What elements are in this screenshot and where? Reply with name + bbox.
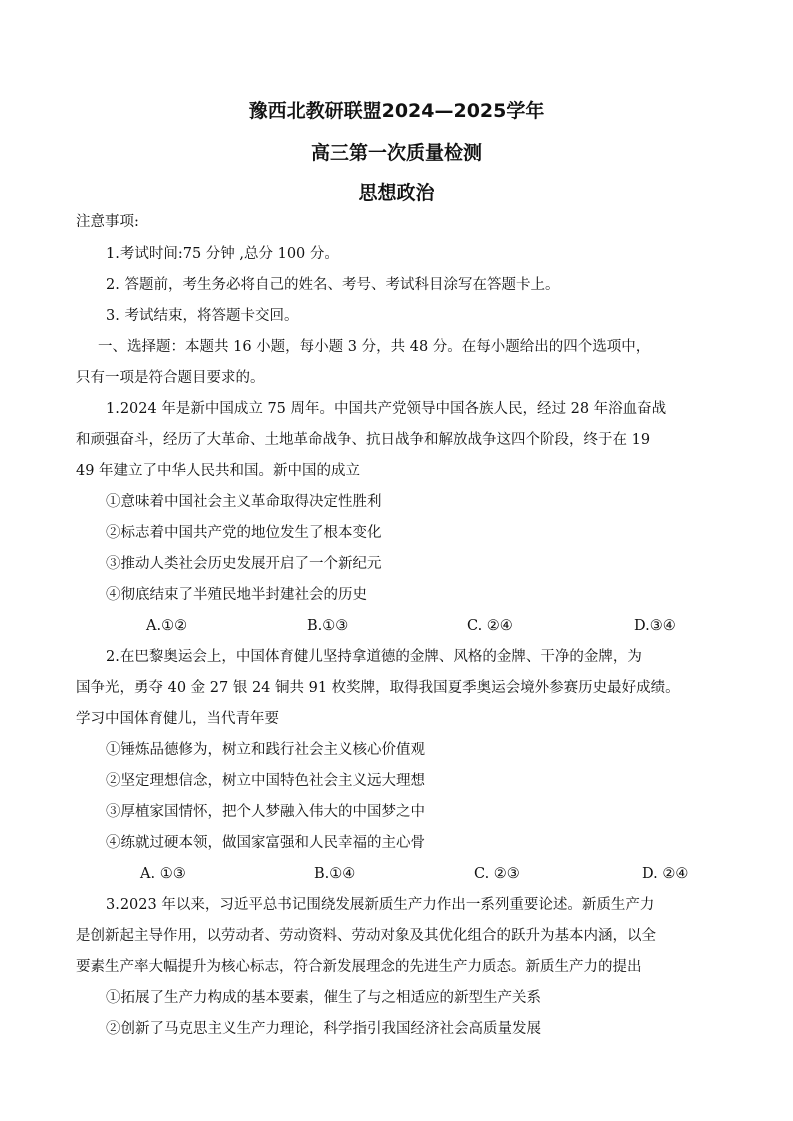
statement: ①锤炼品德修为，树立和践行社会主义核心价值观 (106, 742, 425, 758)
option-c: C. ②③ (474, 866, 520, 882)
option-d: D.③④ (634, 618, 676, 634)
option-b: B.①③ (307, 618, 349, 634)
section-instruction: 只有一项是符合题目要求的。 (76, 370, 265, 386)
statement: ④练就过硬本领，做国家富强和人民幸福的主心骨 (106, 835, 425, 851)
question-stem: 2.在巴黎奥运会上，中国体育健儿坚持拿道德的金牌、风格的金牌、干净的金牌，为 (106, 649, 642, 665)
question-stem: 49 年建立了中华人民共和国。新中国的成立 (76, 463, 361, 479)
statement: ①拓展了生产力构成的基本要素，催生了与之相适应的新型生产关系 (106, 990, 541, 1006)
option-d: D. ②④ (642, 866, 689, 882)
statement: ②创新了马克思主义生产力理论，科学指引我国经济社会高质量发展 (106, 1021, 541, 1037)
statement: ③厚植家国情怀，把个人梦融入伟大的中国梦之中 (106, 804, 425, 820)
question-stem: 是创新起主导作用，以劳动者、劳动资料、劳动对象及其优化组合的跃升为基本内涵，以全 (76, 928, 656, 944)
section-instruction: 一、选择题：本题共 16 小题，每小题 3 分，共 48 分。在每小题给出的四个选项中， (98, 339, 651, 355)
option-a: A. ①③ (140, 866, 186, 882)
statement: ③推动人类社会历史发展开启了一个新纪元 (106, 556, 382, 572)
option-a: A.①② (146, 618, 188, 634)
question-stem: 要素生产率大幅提升为核心标志，符合新发展理念的先进生产力质态。新质生产力的提出 (76, 959, 642, 975)
statement: ②坚定理想信念，树立中国特色社会主义远大理想 (106, 773, 425, 789)
statement: ①意味着中国社会主义革命取得决定性胜利 (106, 494, 382, 510)
option-c: C. ②④ (467, 618, 513, 634)
answer-options (0, 616, 793, 636)
question-stem: 学习中国体育健儿，当代青年要 (76, 711, 279, 727)
statement: ②标志着中国共产党的地位发生了根本变化 (106, 525, 382, 541)
answer-options (0, 864, 793, 884)
subject-title: 思想政治 (358, 182, 435, 204)
notice-item: 3. 考试结束，将答题卡交回。 (106, 308, 299, 324)
statement: ④彻底结束了半殖民地半封建社会的历史 (106, 587, 367, 603)
exam-title: 豫西北教研联盟2024—2025学年 (248, 100, 545, 122)
notice-heading: 注意事项: (76, 214, 139, 230)
question-stem: 1.2024 年是新中国成立 75 周年。中国共产党领导中国各族人民，经过 28 年浴血奋战 (106, 401, 667, 417)
notice-item: 2. 答题前，考生务必将自己的姓名、考号、考试科目涂写在答题卡上。 (106, 277, 560, 293)
question-stem: 国争光，勇夺 40 金 27 银 24 铜共 91 枚奖牌，取得我国夏季奥运会境外参赛历史最好成绩。 (76, 680, 680, 696)
question-stem: 和顽强奋斗，经历了大革命、土地革命战争、抗日战争和解放战争这四个阶段，终于在 19 (76, 432, 651, 448)
option-b: B.①④ (314, 866, 356, 882)
notice-item: 1.考试时间:75 分钟 ,总分 100 分。 (106, 246, 339, 262)
question-stem: 3.2023 年以来，习近平总书记围绕发展新质生产力作出一系列重要论述。新质生产力 (106, 897, 655, 913)
exam-subtitle: 高三第一次质量检测 (310, 142, 482, 164)
